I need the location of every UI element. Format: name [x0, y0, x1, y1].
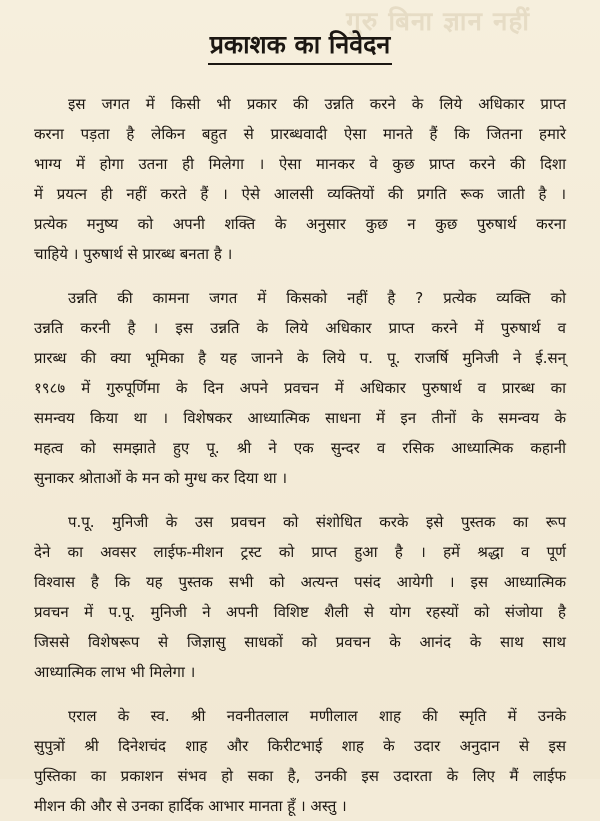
paragraph-4: [34, 701, 566, 821]
paragraph-line: इस जगत में किसी भी प्रकार की उन्नति करने के लिये अधिकार प्राप्त: [68, 95, 566, 113]
paragraph-line: देने का अवसर लाईफ-मीशन ट्रस्ट को प्राप्त हुआ है । हमें श्रद्धा व पूर्ण: [34, 543, 566, 561]
paragraph-line: प्रारब्ध की क्या भूमिका है यह जानने के लिये प. पू. राजर्षि मुनिजी ने ई.सन्: [34, 349, 566, 367]
paragraph-line: उन्नति करनी है । इस उन्नति के लिये अधिकार प्राप्त करने में पुरुषार्थ व: [34, 319, 566, 337]
paragraph-line: आध्यात्मिक लाभ भी मिलेगा ।: [34, 663, 196, 681]
paragraph-line: एराल के स्व. श्री नवनीतलाल मणीलाल शाह की स्मृति में उनके: [68, 707, 566, 725]
paragraph-line: पुस्तिका का प्रकाशन संभव हो सका है, उनकी इस उदारता के लिए मैं लाईफ: [34, 767, 566, 785]
paragraph-line: १९८७ में गुरुपूर्णिमा के दिन अपने प्रवचन में अधिकार पुरुषार्थ व प्रारब्ध का: [34, 379, 566, 397]
paragraph-1: [34, 89, 566, 269]
paragraph-2: [34, 283, 566, 493]
paragraph-line: में प्रयत्न ही नहीं करते हैं । ऐसे आलसी व्यक्तियों की प्रगति रूक जाती है ।: [34, 185, 566, 203]
paragraph-line: महत्व को समझाते हुए पू. श्री ने एक सुन्दर व रसिक आध्यात्मिक कहानी: [34, 439, 566, 457]
paragraph-line: भाग्य में होगा उतना ही मिलेगा । ऐसा मानकर वे कुछ प्राप्त करने की दिशा: [34, 155, 566, 173]
paragraph-line: जिससे विशेषरूप से जिज्ञासु साधकों को प्रवचन के आनंद के साथ साथ: [34, 633, 566, 651]
paragraph-line: सुपुत्रों श्री दिनेशचंद शाह और किरीटभाई शाह के उदार अनुदान से इस: [34, 737, 566, 755]
paragraph-line: प्रवचन में प.पू. मुनिजी ने अपनी विशिष्ट शैली से योग रहस्यों को संजोया है: [34, 603, 566, 621]
paragraph-line: करना पड़ता है लेकिन बहुत से प्रारब्धवादी ऐसा मानते हैं कि जितना हमारे: [34, 125, 566, 143]
page-title: [34, 28, 566, 65]
page-title-text: प्रकाशक का निवेदन: [208, 28, 393, 65]
paragraph-3: [34, 507, 566, 687]
bleed-through-text: गुरु बिना ज्ञान नहीं: [346, 7, 530, 37]
paragraph-line: विश्वास है कि यह पुस्तक सभी को अत्यन्त पसंद आयेगी । इस आध्यात्मिक: [34, 573, 566, 591]
paragraph-line: सुनाकर श्रोताओं के मन को मुग्ध कर दिया था ।: [34, 469, 288, 487]
paragraph-line: प्रत्येक मनुष्य को अपनी शक्ति के अनुसार कुछ न कुछ पुरुषार्थ करना: [34, 215, 566, 233]
paragraph-line: चाहिये । पुरुषार्थ से प्रारब्ध बनता है ।: [34, 245, 233, 263]
paragraph-line: उन्नति की कामना जगत में किसको नहीं है ? प्रत्येक व्यक्ति को: [68, 289, 566, 307]
paragraph-line: समन्वय किया था । विशेषकर आध्यात्मिक साधना में इन तीनों के समन्वय के: [34, 409, 566, 427]
paragraph-line: प.पू. मुनिजी के उस प्रवचन को संशोधित करके इसे पुस्तक का रूप: [68, 513, 566, 531]
paragraph-line: मीशन की और से उनका हार्दिक आभार मानता हूँ । अस्तु ।: [34, 797, 347, 815]
